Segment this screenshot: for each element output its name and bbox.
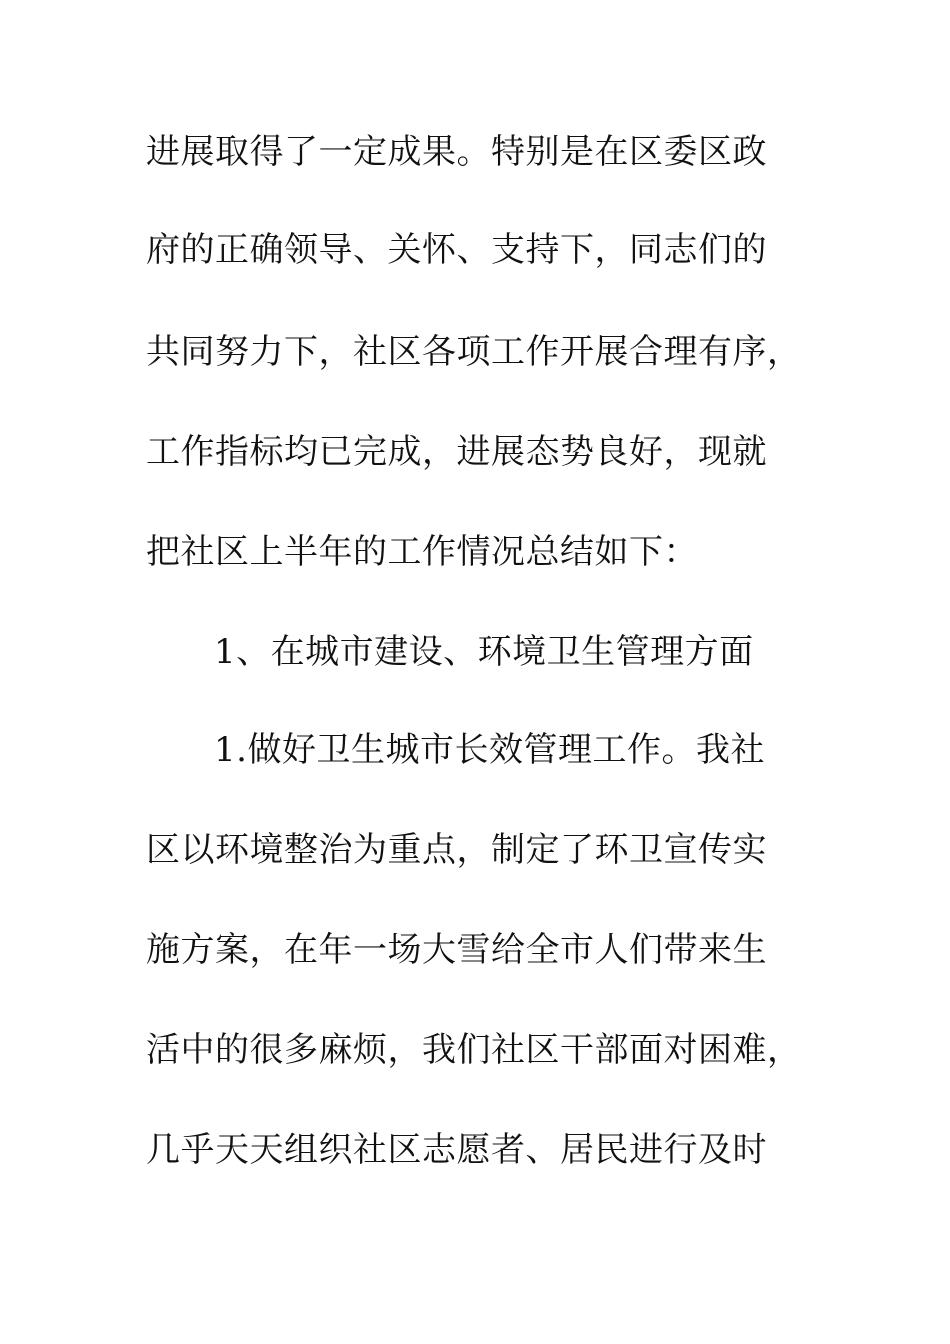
- text-line-5: 把社区上半年的工作情况总结如下：: [146, 532, 698, 572]
- text-line-3: 共同努力下，社区各项工作开展合理有序，: [146, 332, 802, 372]
- paragraph-start-line: 1.做好卫生城市长效管理工作。我社: [214, 730, 765, 770]
- text-line-4: 工作指标均已完成，进展态势良好，现就: [146, 432, 767, 472]
- text-line-2: 府的正确领导、关怀、支持下，同志们的: [146, 230, 767, 270]
- text-line-1: 进展取得了一定成果。特别是在区委区政: [146, 132, 767, 172]
- text-line-9: 施方案，在年一场大雪给全市人们带来生: [146, 930, 767, 970]
- section-heading: 1、在城市建设、环境卫生管理方面: [214, 632, 754, 672]
- text-line-10: 活中的很多麻烦，我们社区干部面对困难，: [146, 1030, 802, 1070]
- text-line-11: 几乎天天组织社区志愿者、居民进行及时: [146, 1130, 767, 1170]
- text-line-8: 区以环境整治为重点，制定了环卫宣传实: [146, 830, 767, 870]
